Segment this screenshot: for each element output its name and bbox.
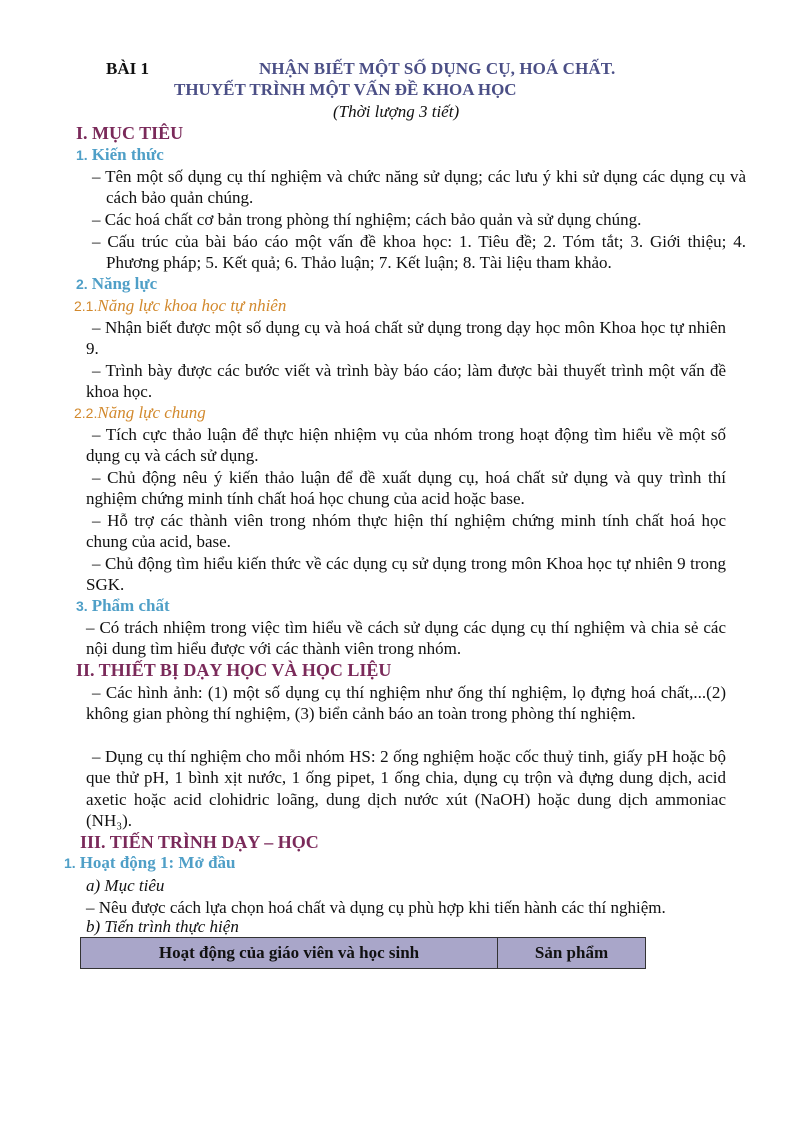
competence-item: – Chủ động tìm hiểu kiến thức về các dụng cụ sử dụng trong môn Khoa học tự nhiên 9 trong SGK. [86,554,726,595]
table-header-activity: Hoạt động của giáo viên và học sinh [81,938,498,969]
equipment-item: – Các hình ảnh: (1) một số dụng cụ thí nghiệm như ống thí nghiệm, lọ đựng hoá chất,...(2) không gian phòng thí nghiệm, (3) biển cảnh báo an toàn trong phòng thí nghiệm. [86,683,726,724]
knowledge-item: – Cấu trúc của bài báo cáo một vấn đề khoa học: 1. Tiêu đề; 2. Tóm tắt; 3. Giới thiệu; 4. Phương pháp; 5. Kết quả; 6. Thảo luận; 7. Kết luận; 8. Tài liệu tham khảo. [92,232,746,273]
subsection-title: Năng lực chung [97,403,206,422]
competence-item: – Chủ động nêu ý kiến thảo luận để đề xuất dụng cụ, hoá chất sử dụng và quy trình thí nghiệm chứng minh tính chất hoá học chung của acid hoặc base. [86,468,726,509]
competence-item: – Hỗ trợ các thành viên trong nhóm thực hiện thí nghiệm chứng minh tính chất hoá học chung của acid, base. [86,511,726,552]
activity-table [80,937,646,969]
knowledge-item: – Các hoá chất cơ bản trong phòng thí nghiệm; cách bảo quản và sử dụng chúng. [92,210,642,229]
subsection-number: 1. [76,147,88,163]
subsection-number: 2.2. [74,405,98,421]
section-equipment-heading: II. THIẾT BỊ DẠY HỌC VÀ HỌC LIỆU [76,660,392,680]
competence-general-heading [74,403,206,423]
subsection-title: Năng lực khoa học tự nhiên [97,296,287,315]
competence-science-heading [74,296,286,316]
competence-item: – Nhận biết được một số dụng cụ và hoá chất sử dụng trong dạy học môn Khoa học tự nhiên 9. [86,318,726,359]
lesson-duration: (Thời lượng 3 tiết) [333,102,460,121]
subsection-title: Năng lực [91,274,158,293]
competence-item: – Trình bày được các bước viết và trình bày báo cáo; làm được bài thuyết trình một vấn đề khoa học. [86,361,726,402]
competence-item: – Tích cực thảo luận để thực hiện nhiệm vụ của nhóm trong hoạt động tìm hiểu về một số dụng cụ và cách sử dụng. [86,425,726,466]
subsection-knowledge-heading [76,145,164,165]
objective-label: a) Mục tiêu [86,876,165,895]
subsection-number: 2. [76,276,88,292]
subsection-title: Hoạt động 1: Mở đầu [79,853,236,872]
lesson-title-line1: NHẬN BIẾT MỘT SỐ DỤNG CỤ, HOÁ CHẤT. [259,59,616,78]
section-process-heading: III. TIẾN TRÌNH DẠY – HỌC [80,832,319,852]
subsection-number: 1. [64,855,76,871]
subsection-qualities-heading [76,596,170,616]
table-header-product: Sản phẩm [498,938,646,969]
section-objectives-heading: I. MỤC TIÊU [76,123,184,143]
objective-text: – Nêu được cách lựa chọn hoá chất và dụng cụ phù hợp khi tiến hành các thí nghiệm. [86,898,666,917]
equipment-item: – Dụng cụ thí nghiệm cho mỗi nhóm HS: 2 ống nghiệm hoặc cốc thuỷ tinh, giấy pH hoặc bộ que thử pH, 1 bình xịt nước, 1 ống pipet, 1 ống chia, dụng cụ trộn và đựng dung dịch, acid axetic hoặc acid clohidric loãng, dung dịch nước xút (NaOH) hoặc dung dịch ammoniac (NH₃). [86,747,726,831]
qualities-item: – Có trách nhiệm trong việc tìm hiểu về cách sử dụng các dụng cụ thí nghiệm và chia sẻ các nội dung tìm hiểu được với các thành viên trong nhóm. [86,618,726,659]
activity-1-heading [64,853,236,873]
table-header-row [81,938,646,969]
subsection-competence-heading [76,274,157,294]
lesson-title-line2: THUYẾT TRÌNH MỘT VẤN ĐỀ KHOA HỌC [174,80,517,99]
subsection-title: Kiến thức [91,145,164,164]
lesson-number: BÀI 1 [106,59,149,78]
subsection-number: 3. [76,598,88,614]
subsection-number: 2.1. [74,298,98,314]
subsection-title: Phẩm chất [91,596,170,615]
procedure-label: b) Tiến trình thực hiện [86,917,239,936]
knowledge-item: – Tên một số dụng cụ thí nghiệm và chức năng sử dụng; các lưu ý khi sử dụng các dụng cụ và cách bảo quản chúng. [92,167,746,208]
